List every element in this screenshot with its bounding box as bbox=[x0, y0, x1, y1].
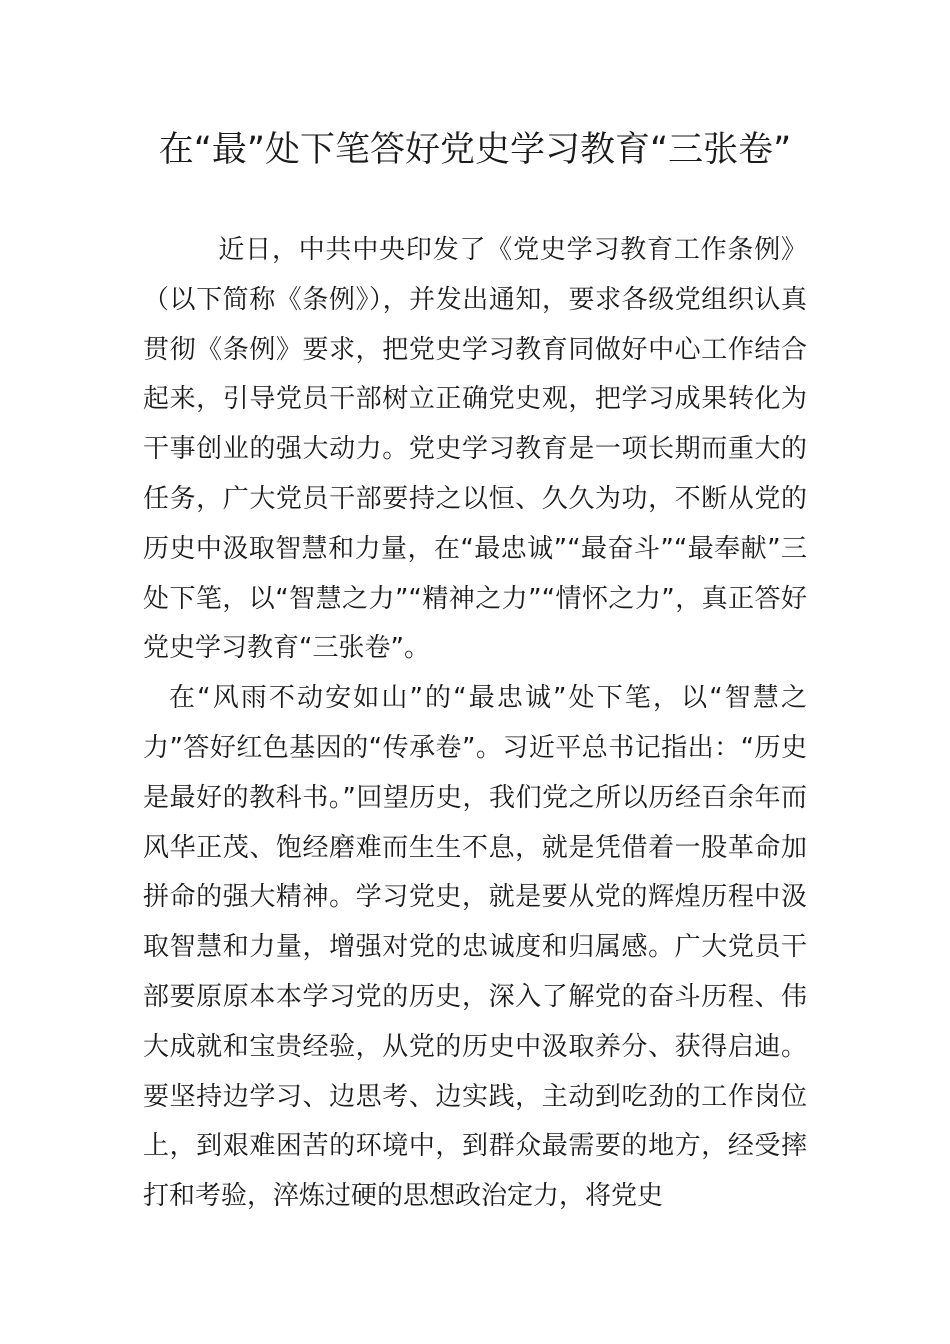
document-body bbox=[143, 226, 807, 1222]
paragraph-2: 在“风雨不动安如山”的“最忠诚”处下笔，以“智慧之力”答好红色基因的“传承卷”。习近平总书记指出：“历史是最好的教科书。”回望历史，我们党之所以历经百余年而风华正茂、饱经磨难而生生不息，就是凭借着一股革命加拼命的强大精神。学习党史，就是要从党的辉煌历程中汲取智慧和力量，增强对党的忠诚度和归属感。广大党员干部要原原本本学习党的历史，深入了解党的奋斗历程、伟大成就和宝贵经验，从党的历史中汲取养分、获得启迪。要坚持边学习、边思考、边实践，主动到吃劲的工作岗位上，到艰难困苦的环境中，到群众最需要的地方，经受摔打和考验，淬炼过硬的思想政治定力，将党史 bbox=[143, 683, 807, 1212]
paragraph-1: 近日，中共中央印发了《党史学习教育工作条例》（以下简称《条例》），并发出通知，要求各级党组织认真贯彻《条例》要求，把党史学习教育同做好中心工作结合起来，引导党员干部树立正确党史观，把学习成果转化为干事创业的强大动力。党史学习教育是一项长期而重大的任务，广大党员干部要持之以恒、久久为功，不断从党的历史中汲取智慧和力量，在“最忠诚”“最奋斗”“最奉献”三处下笔，以“智慧之力”“精神之力”“情怀之力”，真正答好党史学习教育“三张卷”。 bbox=[143, 235, 807, 664]
document-title: 在“最”处下笔答好党史学习教育“三张卷” bbox=[158, 130, 792, 170]
